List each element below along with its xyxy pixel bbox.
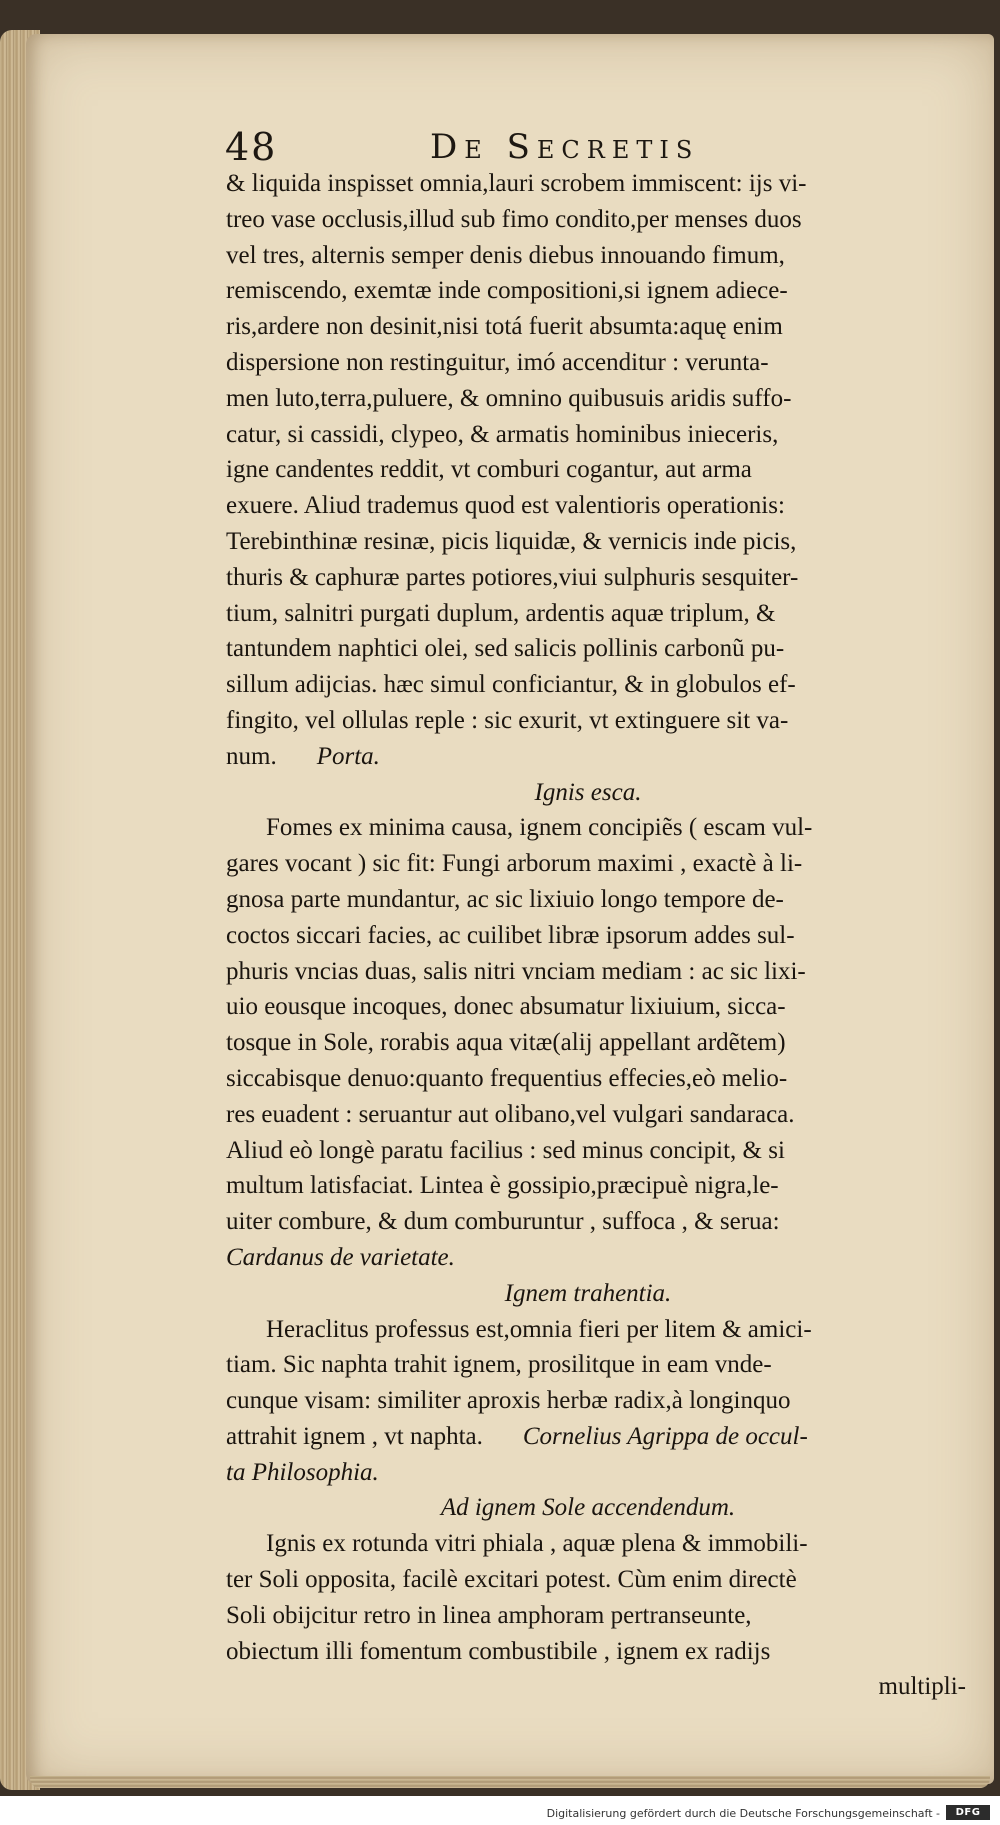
text-line: fingito, vel ollulas reple : sic exurit, vt extinguere sit va-	[226, 706, 789, 734]
text-fragment: attrahit ignem , vt naphta.	[226, 1422, 483, 1450]
paragraph-4	[226, 1526, 970, 1705]
author-citation: Porta.	[316, 742, 380, 770]
text-line: thuris & caphuræ partes potiores,viui sulphuris sesquiter-	[226, 563, 799, 591]
author-citation: Cardanus de varietate.	[226, 1243, 455, 1271]
text-line: tium, salnitri purgati duplum, ardentis aquæ triplum, &	[226, 599, 776, 627]
paragraph-2	[226, 810, 970, 1275]
text-line: uio eousque incoques, donec absumatur lixiuium, sicca-	[226, 993, 786, 1021]
text-line: Ignis ex rotunda vitri phiala , aquæ plena & immobili-	[266, 1530, 808, 1558]
text-line: phuris vncias duas, salis nitri vnciam mediam : ac sic lixi-	[226, 957, 806, 985]
text-fragment: num.	[226, 742, 277, 770]
text-line: Fomes ex minima causa, ignem concipiẽs ( escam vul-	[266, 814, 813, 842]
text-line: Heraclitus professus est,omnia fieri per litem & amici-	[266, 1315, 812, 1343]
text-line: gares vocant ) sic fit: Fungi arborum maximi , exactè à li-	[226, 850, 803, 878]
page-number: 48	[225, 125, 278, 169]
text-line: cunque visam: similiter aproxis herbæ radix,à longinquo	[226, 1387, 791, 1415]
text-line: & liquida inspisset omnia,lauri scrobem immiscent: ijs vi-	[226, 170, 807, 197]
text-line: vel tres, alternis semper denis diebus innouando fimum,	[226, 241, 785, 269]
section-heading: Ignis esca.	[534, 778, 642, 806]
text-line: treo vase occlusis,illud sub fimo condito,per menses duos	[226, 205, 802, 233]
text-line: tosque in Sole, rorabis aqua vitæ(alij appellant ardẽtem)	[226, 1029, 786, 1057]
text-line: catur, si cassidi, clypeo, & armatis hominibus inieceris,	[226, 420, 779, 448]
dfg-logo: DFG	[946, 1805, 990, 1820]
text-line-last	[226, 739, 970, 775]
text-line: siccabisque denuo:quanto frequentius effecies,eò melio-	[226, 1064, 788, 1092]
text-line: gnosa parte mundantur, ac sic lixiuio longo tempore de-	[226, 885, 784, 913]
text-line: multum latisfaciat. Lintea è gossipio,præcipuè nigra,le-	[226, 1172, 779, 1200]
text-line	[226, 1419, 970, 1455]
text-line: men luto,terra,puluere, & omnino quibusuis aridis suffo-	[226, 384, 792, 412]
text-line: tantundem naphtici olei, sed salicis pollinis carbonũ pu-	[226, 635, 785, 663]
page-bottom-edge	[30, 1776, 990, 1788]
text-line: Terebinthinæ resinæ, picis liquidæ, & vernicis inde picis,	[226, 527, 797, 555]
text-line: exuere. Aliud trademus quod est valentioris operationis:	[226, 492, 785, 520]
text-line: remiscendo, exemtæ inde compositioni,si ignem adiece-	[226, 277, 788, 305]
text-line: dispersione non restinguitur, imó accenditur : verunta-	[226, 348, 769, 376]
text-line: uiter combure, & dum comburuntur , suffoca , & serua:	[226, 1208, 780, 1236]
text-line: igne candentes reddit, vt comburi cogantur, aut arma	[226, 456, 752, 484]
section-heading: Ignem trahentia.	[504, 1279, 672, 1307]
running-title: De Secretis	[430, 127, 700, 167]
text-line: obiectum illi fomentum combustibile , ignem ex radijs	[226, 1637, 771, 1665]
text-line: Aliud eò longè paratu facilius : sed minus concipit, & si	[226, 1136, 785, 1164]
page-text	[226, 166, 970, 1705]
text-line: Soli obijcitur retro in linea amphoram pertranseunte,	[226, 1601, 752, 1629]
text-line: tiam. Sic naphta trahit ignem, prosilitque in eam vnde-	[226, 1351, 772, 1379]
text-line: coctos siccari facies, ac cuilibet libræ ipsorum addes sul-	[226, 921, 795, 949]
paragraph-3	[226, 1312, 970, 1491]
author-citation: Cornelius Agrippa de occul-	[522, 1422, 808, 1450]
digitization-credit: Digitalisierung gefördert durch die Deutsche Forschungsgemeinschaft -	[546, 1807, 940, 1820]
paragraph-1	[226, 166, 970, 775]
text-line: ris,ardere non desinit,nisi totá fuerit absumta:aquę enim	[226, 313, 783, 341]
text-line: ter Soli opposita, facilè excitari potest. Cùm enim directè	[226, 1566, 797, 1594]
section-heading: Ad ignem Sole accendendum.	[440, 1494, 736, 1522]
text-line: res euadent : seruantur aut olibano,vel vulgari sandaraca.	[226, 1100, 795, 1128]
text-line: sillum adijcias. hæc simul conficiantur, & in globulos ef-	[226, 671, 796, 699]
catchword: multipli-	[878, 1673, 966, 1701]
author-citation: ta Philosophia.	[226, 1458, 379, 1486]
